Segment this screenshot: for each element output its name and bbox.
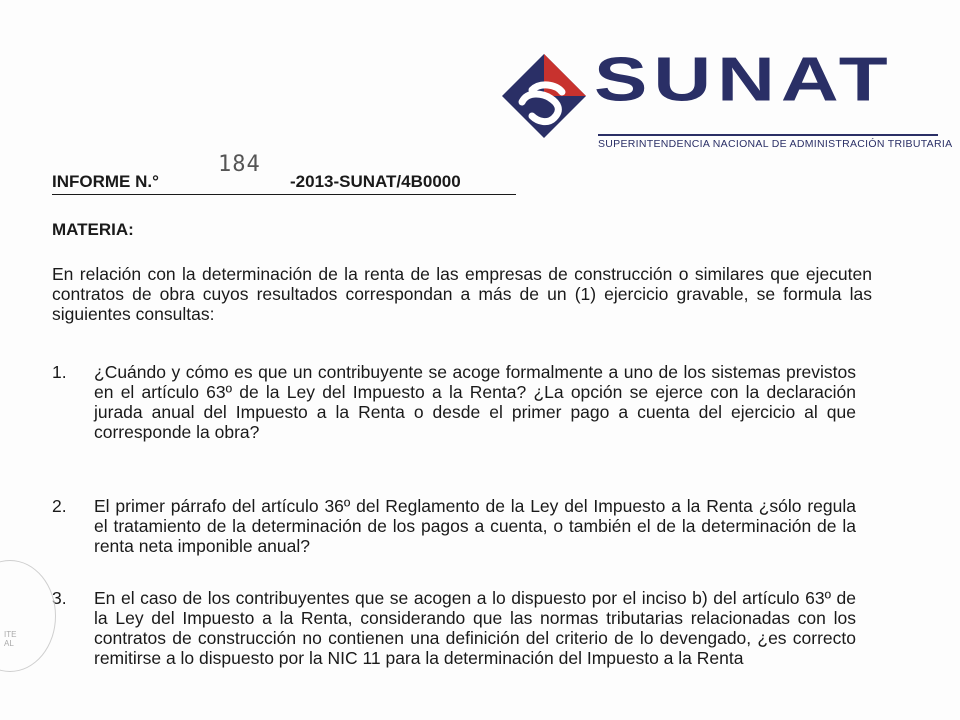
faded-stamp (0, 560, 56, 672)
question-text: En el caso de los contribuyentes que se acogen a lo dispuesto por el inciso b) del artículo 63º de la Ley del Impuesto a la Renta, considerando que las normas tributarias relacionadas con los contratos de construcción no contienen una definición del criterio de lo devengado, ¿es correcto remitirse a lo dispuesto por la NIC 11 para la determinación del Impuesto a la Renta (94, 588, 856, 668)
question-text: El primer párrafo del artículo 36º del Reglamento de la Ley del Impuesto a la Renta ¿sólo regula el tratamiento de la determinación de los pagos a cuenta, o también el de la determinación de la renta neta imponible anual? (94, 496, 856, 556)
materia-heading: MATERIA: (52, 220, 134, 239)
question-number: 1. (52, 362, 67, 382)
informe-suffix: -2013-SUNAT/4B0000 (290, 172, 461, 191)
logo-subtitle: SUPERINTENDENCIA NACIONAL DE ADMINISTRACIÓN TRIBUTARIA (598, 134, 938, 150)
question-number: 2. (52, 496, 67, 516)
informe-number-handwritten: 184 (218, 152, 261, 177)
logo-wordmark: SUNAT (594, 44, 894, 114)
question-text: ¿Cuándo y cómo es que un contribuyente se acoge formalmente a uno de los sistemas previstos en el artículo 63º de la Ley del Impuesto a la Renta? ¿La opción se ejerce con la declaración jurada anual del Impuesto a la Renta o desde el primer pago a cuenta del ejercicio al que corresponde la obra? (94, 362, 856, 442)
informe-label: INFORME N.° (52, 172, 159, 191)
sunat-emblem-icon (498, 50, 590, 142)
sunat-logo (498, 44, 953, 160)
intro-paragraph: En relación con la determinación de la renta de las empresas de construcción o similares que ejecuten contratos de obra cuyos resultados correspondan a más de un (1) ejercicio gravable, se formula las siguientes consultas: (52, 264, 872, 324)
question-number: 3. (52, 588, 67, 608)
stamp-text: ITE AL (4, 630, 17, 648)
informe-underline (52, 194, 516, 195)
